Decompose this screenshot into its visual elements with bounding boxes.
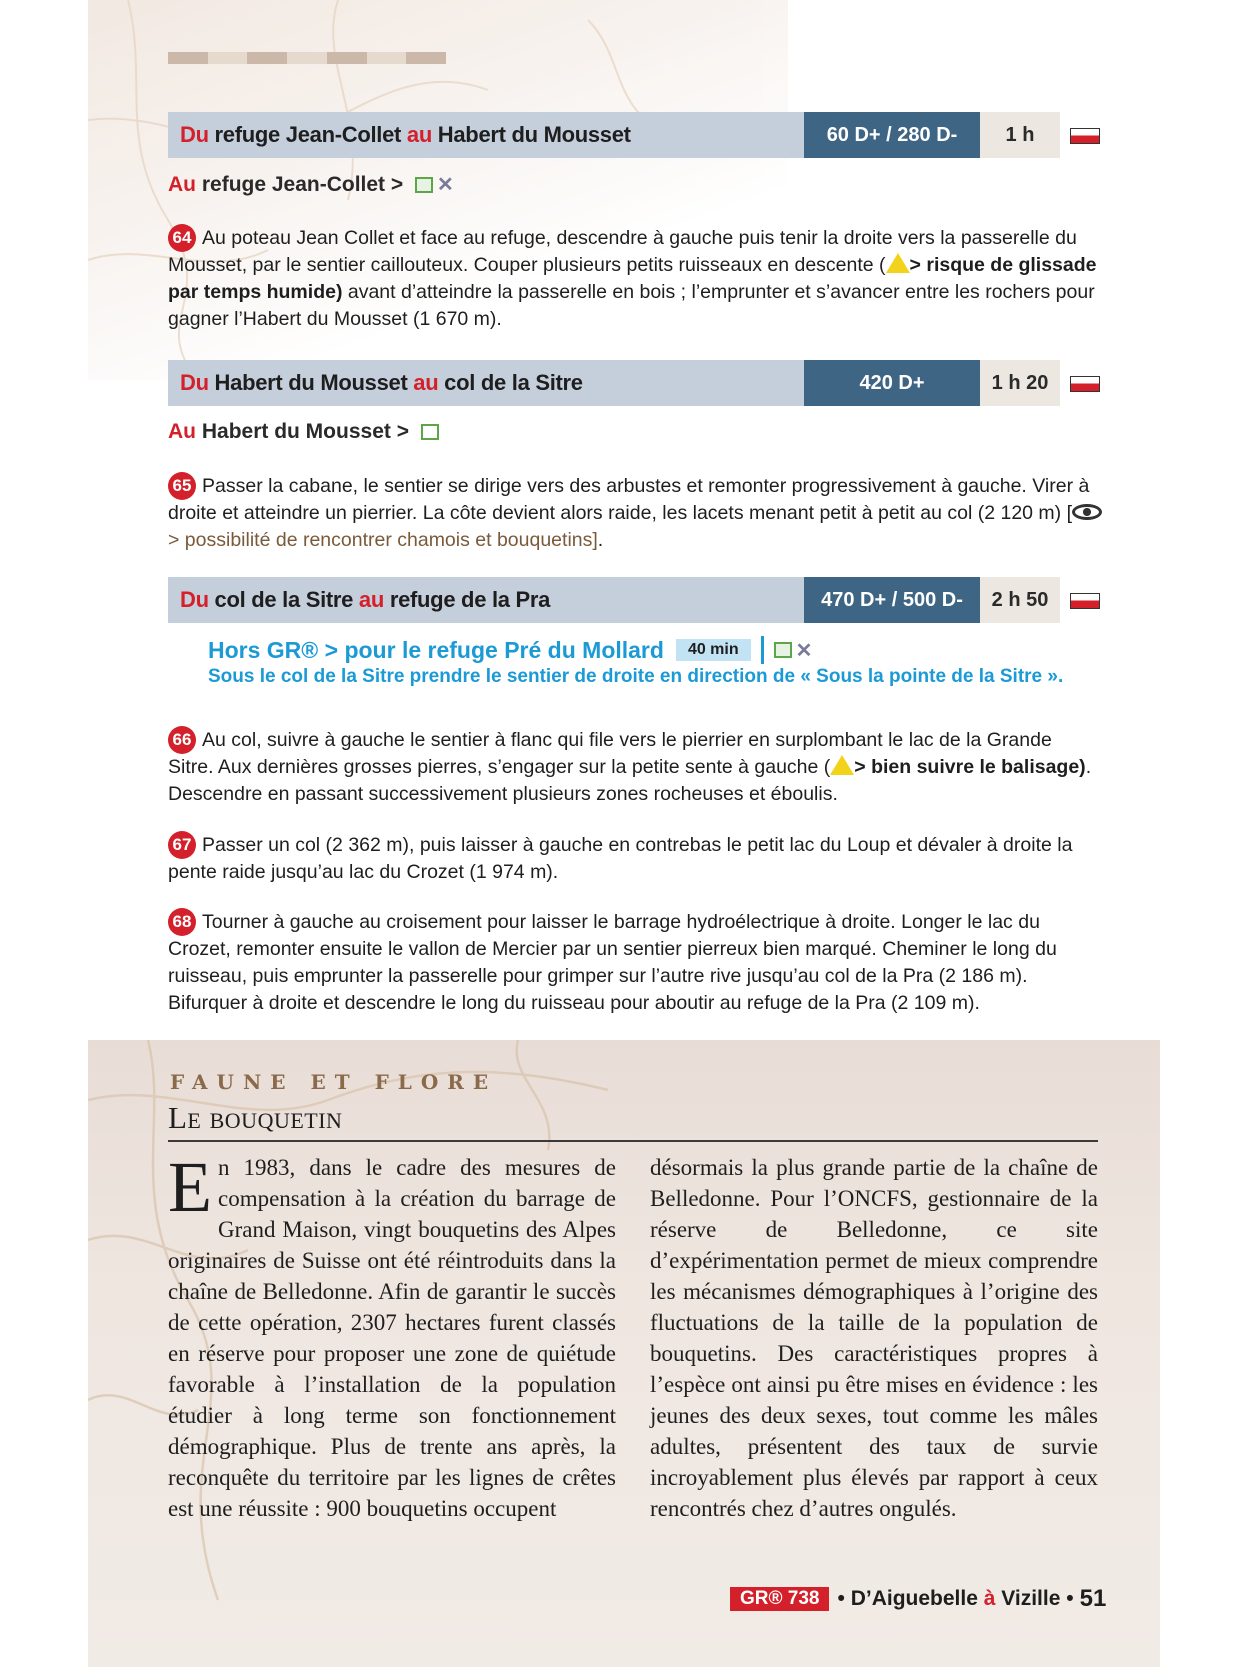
gr-flag-icon [1070, 593, 1100, 609]
waypoint-label [168, 172, 454, 197]
section-title [168, 577, 804, 623]
step-number: 68 [168, 908, 196, 936]
duration: 1 h [980, 112, 1060, 158]
footer-to: Vizille [1001, 1587, 1061, 1610]
from-word: Du [180, 370, 209, 395]
box-column-2 [650, 1152, 1098, 1524]
elevation: 60 D+ / 280 D- [804, 112, 980, 158]
duration: 2 h 50 [980, 577, 1060, 623]
step-text-end: avant d’atteindre la passerelle en bois ; l’emprunter et s’avancer entre les rochers pour gagner l’Habert du Mousset (1 670 m). [168, 281, 1095, 330]
sub-place: refuge Jean-Collet > [201, 173, 404, 196]
from-word: Du [180, 122, 209, 147]
to-place: Habert du Mousset [437, 122, 631, 147]
column-text: n 1983, dans le cadre des mesures de compensation à la création du barrage de Grand Maison, vingt bouquetins des Alpes originaires de Suisse ont été réintroduits dans la chaîne de Belledonne. Afin de garantir le succès de cette opération, 2307 hectares furent classés en réserve pour proposer une zone de quiétude favorable à l’installation de la population étudier à long terme son fonctionnement démographique. Plus de trente ans après, la reconquête du territoire par les lignes de crêtes est une réussite : 900 bouquetins occupent [168, 1155, 616, 1521]
step-number: 66 [168, 726, 196, 754]
from-place: refuge Jean-Collet [214, 122, 402, 147]
step-text: Au poteau Jean Collet et face au refuge, descendre à gauche puis tenir la droite vers la passerelle du Mousset, par le sentier caillouteux. Couper plusieurs petits ruisseaux en descente ( [168, 227, 1077, 276]
divider [761, 636, 764, 664]
hors-gr-title [208, 636, 812, 664]
waypoint-label [168, 420, 439, 444]
hors-gr-text: Sous le col de la Sitre prendre le sentier de droite en direction de « Sous la pointe de la Sitre ». [208, 666, 1064, 687]
step-warning-text: > bien suivre le balisage) [854, 756, 1086, 778]
to-word: au [358, 587, 384, 612]
hors-gr-time: 40 min [676, 639, 751, 661]
step-text: Passer un col (2 362 m), puis laisser à gauche en contrebas le petit lac du Loup et dévaler à droite la pente raide jusqu’au lac du Crozet (1 974 m). [168, 834, 1073, 883]
eye-icon [1072, 504, 1102, 520]
gr-flag-icon [1070, 128, 1100, 144]
refuge-icon [415, 177, 433, 193]
box-column-1 [168, 1147, 616, 1524]
box-kicker: FAUNE ET FLORE [170, 1070, 498, 1094]
sub-word: Au [168, 173, 196, 196]
duration: 1 h 20 [980, 360, 1060, 406]
separator: • [837, 1587, 845, 1610]
divider [168, 1140, 1098, 1142]
to-word: au [406, 122, 432, 147]
box-title: Le bouquetin [168, 1100, 343, 1135]
section-header [168, 112, 1060, 158]
sub-word: Au [168, 420, 196, 443]
section-title [168, 112, 804, 158]
gr-flag-icon [1070, 376, 1100, 392]
shelter-icon [421, 424, 439, 440]
drop-cap: E [168, 1147, 212, 1227]
page-footer [730, 1585, 1106, 1613]
step-67 [168, 831, 1102, 886]
step-warning-text: > risque de glissade par temps humide) [168, 254, 1097, 303]
refuge-icon [774, 642, 792, 658]
gr-badge: GR® 738 [730, 1587, 829, 1611]
step-number: 67 [168, 831, 196, 859]
step-text: Au col, suivre à gauche le sentier à flanc qui file vers le pierrier en surplombant le lac de la Grande Sitre. Aux dernières grosses pierres, s’engager sur la petite sente à gauche ( [168, 729, 1052, 778]
from-place: col de la Sitre [214, 587, 354, 612]
warning-icon [830, 755, 854, 775]
step-66 [168, 726, 1102, 808]
from-place: Habert du Mousset [214, 370, 408, 395]
footer-from: D’Aiguebelle [850, 1587, 978, 1610]
step-text-end: . Descendre en passant successivement plusieurs zones rocheuses et éboulis. [168, 756, 1092, 805]
decorative-bar [168, 52, 446, 64]
sub-place: Habert du Mousset > [201, 420, 409, 443]
section-header [168, 360, 1060, 406]
to-place: col de la Sitre [444, 370, 583, 395]
elevation: 420 D+ [804, 360, 980, 406]
section-header [168, 577, 1060, 623]
footer-a: à [983, 1587, 996, 1610]
from-word: Du [180, 587, 209, 612]
step-text: Tourner à gauche au croisement pour laisser le barrage hydroélectrique à droite. Longer le lac du Crozet, remonter ensuite le vallon de Mercier par un sentier pierreux bien marqué. Cheminer le long du ruisseau, puis emprunter la passerelle pour grimper sur l’autre rive jusqu’au col de la Pra (2 186 m). Bifurquer à droite et descendre le long du ruisseau pour aboutir au refuge de la Pra (2 109 m). [168, 911, 1057, 1014]
section-title [168, 360, 804, 406]
column-text: désormais la plus grande partie de la chaîne de Belledonne. Pour l’ONCFS, gestionnaire de la réserve de Belledonne, ce site d’expérimentation permet de mieux comprendre les mécanismes démographiques à l’origine des fluctuations de la taille de la population de bouquetins. Des caractéristiques propres à l’espèce ont ainsi pu être mises en évidence : les jeunes des deux sexes, tout comme les mâles adultes, présentent des taux de survie incroyablement plus élevés par rapport à ceux rencontrés chez d’autres ongulés. [650, 1155, 1098, 1521]
step-68 [168, 908, 1102, 1017]
page-number: 51 [1079, 1585, 1107, 1612]
to-place: refuge de la Pra [389, 587, 551, 612]
separator: • [1066, 1587, 1074, 1610]
to-word: au [413, 370, 439, 395]
elevation: 470 D+ / 500 D- [804, 577, 980, 623]
step-text-end: . [597, 529, 604, 551]
step-observation-text: > possibilité de rencontrer chamois et bouquetins] [168, 529, 598, 551]
step-number: 65 [168, 472, 196, 500]
step-text: Passer la cabane, le sentier se dirige vers des arbustes et remonter progressivement à gauche. Virer à droite et atteindre un pierrier. La côte devient alors raide, les lacets menant petit à petit au col (2 120 m) [ [168, 475, 1090, 524]
warning-icon [886, 253, 910, 273]
step-number: 64 [168, 224, 196, 252]
step-64 [168, 224, 1102, 333]
step-65 [168, 472, 1102, 554]
restaurant-icon: ✕ [437, 174, 454, 196]
hors-gr-label: Hors GR® > pour le refuge Pré du Mollard [208, 636, 664, 663]
restaurant-icon: ✕ [795, 639, 813, 662]
